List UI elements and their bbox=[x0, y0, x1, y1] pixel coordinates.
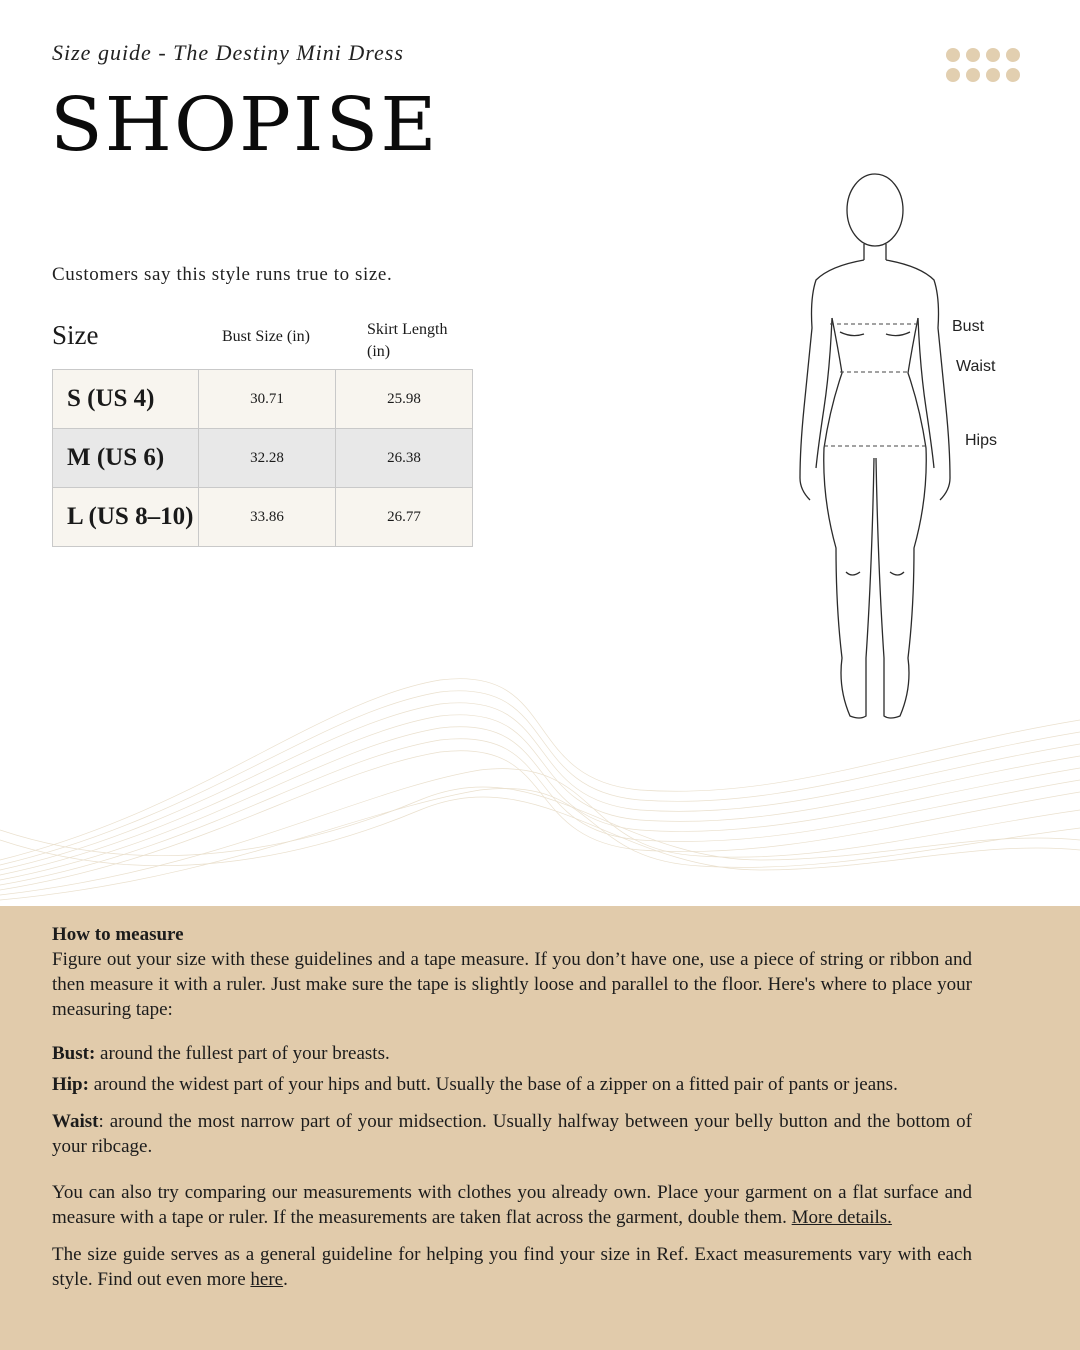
waist-term: Waist bbox=[52, 1111, 99, 1132]
size-table bbox=[52, 369, 473, 547]
waist-instruction bbox=[52, 1109, 972, 1159]
size-column-header: Size bbox=[52, 320, 99, 350]
bust-cell: 33.86 bbox=[199, 488, 336, 547]
table-row bbox=[53, 429, 473, 488]
bust-label: Bust bbox=[952, 318, 985, 335]
compare-text: You can also try comparing our measurements with clothes you already own. Place your garment on a flat surface and measure with a tape or ruler. If the measurements are taken flat across the garment, double them. bbox=[52, 1182, 972, 1228]
size-cell: M (US 6) bbox=[53, 429, 199, 488]
waist-label: Waist bbox=[956, 358, 996, 375]
brand-logo: SHOPISE bbox=[50, 82, 439, 168]
hips-label: Hips bbox=[965, 432, 998, 449]
how-to-measure-title: How to measure bbox=[52, 924, 184, 945]
how-to-measure-section bbox=[0, 906, 1080, 1350]
skirt-cell: 26.77 bbox=[336, 488, 473, 547]
size-cell: L (US 8–10) bbox=[53, 488, 199, 547]
guide-end: . bbox=[283, 1269, 288, 1290]
bust-instruction bbox=[52, 1041, 972, 1066]
bust-cell: 30.71 bbox=[199, 370, 336, 429]
body-measurement-figure bbox=[780, 168, 1060, 728]
size-cell: S (US 4) bbox=[53, 370, 199, 429]
measure-intro: Figure out your size with these guidelines and a tape measure. If you don’t have one, use a piece of string or ribbon and then measure it with a ruler. Just make sure the tape is slightly loose and parallel to the floor. Here's where to place your measuring tape: bbox=[52, 949, 972, 1020]
more-details-link[interactable]: More details. bbox=[791, 1207, 892, 1228]
skirt-cell: 25.98 bbox=[336, 370, 473, 429]
table-row bbox=[53, 488, 473, 547]
hip-text: around the widest part of your hips and butt. Usually the base of a zipper on a fitted pair of pants or jeans. bbox=[88, 1074, 898, 1095]
hip-instruction bbox=[52, 1072, 972, 1097]
page-subtitle: Size guide - The Destiny Mini Dress bbox=[52, 40, 404, 65]
compare-paragraph bbox=[52, 1180, 972, 1230]
bust-column-header: Bust Size (in) bbox=[222, 328, 310, 345]
body-silhouette-icon bbox=[780, 168, 1060, 728]
waist-text: : around the most narrow part of your midsection. Usually halfway between your belly button and the bottom of your ribcage. bbox=[52, 1111, 972, 1157]
skirt-column-header: Skirt Length (in) bbox=[367, 321, 448, 360]
guide-text: The size guide serves as a general guideline for helping you find your size in Ref. Exact measurements vary with each style. Find out even more bbox=[52, 1244, 972, 1290]
hip-term: Hip: bbox=[52, 1074, 89, 1095]
bust-text: around the fullest part of your breasts. bbox=[95, 1043, 390, 1064]
bust-term: Bust: bbox=[52, 1043, 96, 1064]
wave-decoration bbox=[0, 660, 1080, 910]
fit-note: Customers say this style runs true to size. bbox=[52, 264, 393, 285]
guide-paragraph bbox=[52, 1242, 972, 1292]
bust-cell: 32.28 bbox=[199, 429, 336, 488]
here-link[interactable]: here bbox=[250, 1269, 284, 1290]
table-row bbox=[53, 370, 473, 429]
skirt-cell: 26.38 bbox=[336, 429, 473, 488]
dots-decoration bbox=[946, 48, 1026, 82]
